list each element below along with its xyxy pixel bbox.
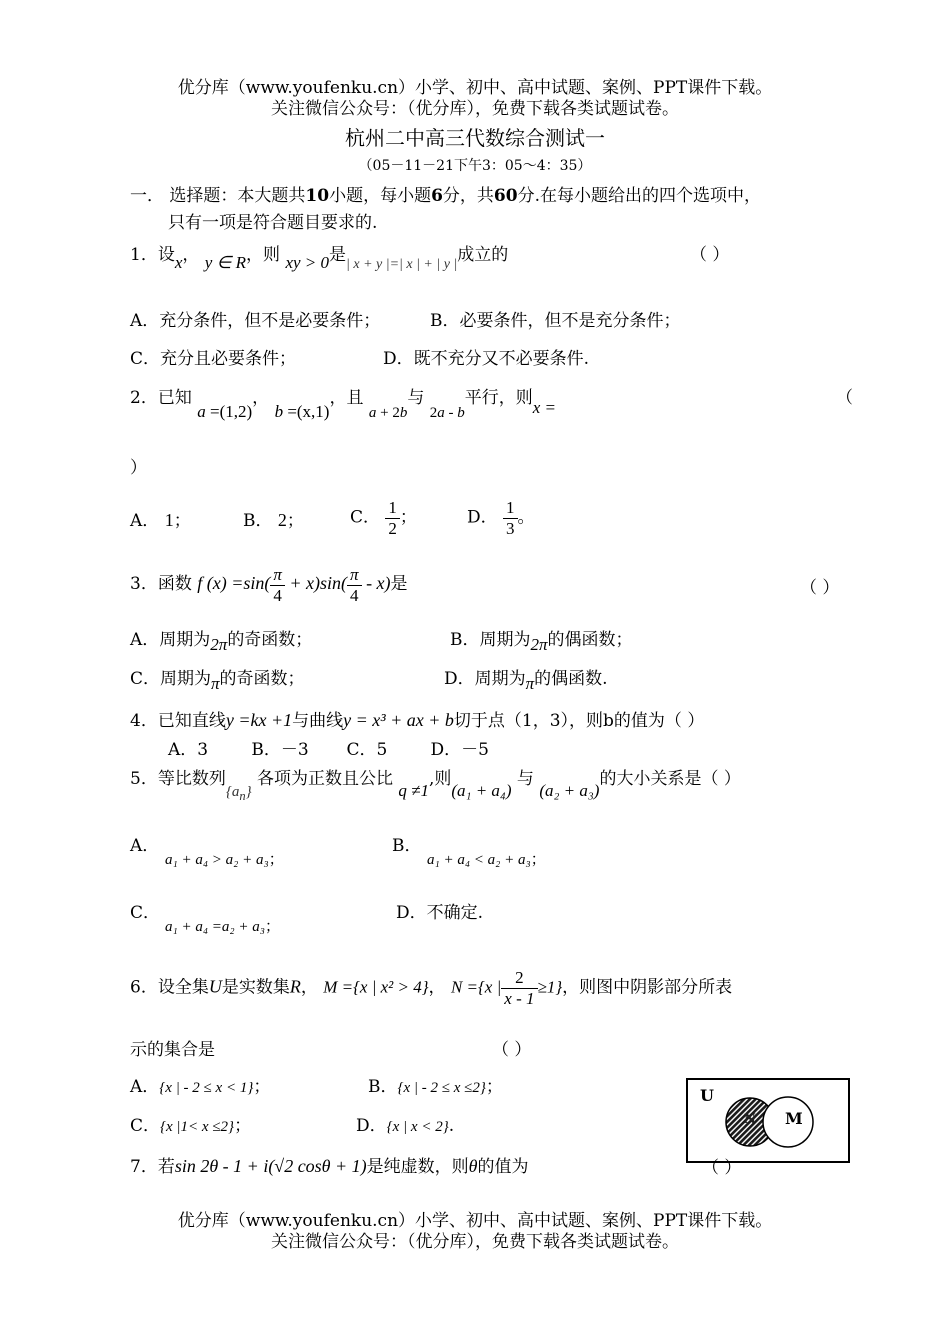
q3-option-b-post: 的偶函数； [547, 630, 633, 650]
q3-frac-1-num: π [270, 565, 285, 586]
q3-option-d-pre: D．周期为 [444, 669, 526, 689]
section-text-a: 选择题：本大题共 [169, 186, 306, 206]
q2-vec-b: b [274, 402, 284, 421]
footer-line-2: 关注微信公众号：（优分库），免费下载各类试题试卷。 [271, 1232, 679, 1252]
q3-option-d-post: 的偶函数. [534, 669, 608, 689]
q6-option-d [356, 1116, 454, 1136]
q1-cond: xy > 0 [285, 253, 329, 272]
question-1 [130, 245, 509, 272]
q6-m-def: M ={x | x² > 4} [323, 977, 429, 997]
q6-is-real: 是实数集 [221, 977, 290, 998]
q4-num: 4．已知直线 [130, 711, 226, 731]
q6-n-post: ≥1} [537, 977, 563, 997]
q2-parallel: 平行，则 [464, 388, 533, 408]
q1-option-c: C．充分且必要条件； [130, 349, 297, 369]
q5-option-c-expr: a₁ + a₄ =a₂ + a₃ [165, 919, 265, 935]
q6-n-frac [501, 968, 537, 1008]
header-line-1: 优分库（www.youfenku.cn）小学、初中、高中试题、案例、PPT课件下载。 [177, 78, 773, 98]
q5-option-b-expr: a₁ + a₄ < a₂ + a₃ [427, 852, 531, 868]
venn-circles [688, 1080, 848, 1161]
q5-e2: (a₂ + a₃) [539, 781, 600, 800]
q6-option-b-semi: ； [485, 1077, 503, 1097]
q3-option-a-period: 2π [210, 635, 228, 654]
q3-f: f (x) =sin( [197, 573, 271, 594]
q2-e1-a: a [368, 405, 377, 421]
q6-option-a-semi: ； [253, 1077, 271, 1097]
q2-vec-b-val: =(x,1) [283, 402, 330, 421]
question-3 [130, 565, 408, 605]
section-line-2: 只有一项是符合题目要求的. [168, 213, 378, 233]
q5-option-c-semi: ； [264, 917, 280, 935]
q3-option-c-post: 的奇函数； [219, 669, 305, 689]
q2-option-c-label: C． [350, 507, 381, 528]
q6-u: U [208, 976, 222, 997]
q4-line-eq: y =kx +1 [225, 710, 293, 730]
q3-option-a [130, 630, 313, 654]
q2-expr-1 [369, 405, 407, 421]
q2-e2-a: a [437, 405, 445, 421]
q7-num: 7．若 [130, 1157, 175, 1177]
q5-option-c [165, 917, 280, 936]
q3-is: 是 [390, 574, 408, 595]
q2-option-b-value: 2 [277, 510, 287, 530]
q6-num: 6．设全集 [130, 977, 209, 998]
q2-option-c-den: 2 [388, 518, 397, 538]
q5-seq-open: {a [225, 784, 240, 800]
q3-option-b-period: 2π [530, 635, 548, 654]
q5-then: ,则 [428, 769, 452, 789]
q1-expr: | x + y |=| x | + | y | [346, 257, 458, 272]
q3-option-d-period: π [525, 674, 535, 693]
q2-expr-2 [430, 405, 465, 421]
section-n3: 60 [493, 186, 518, 206]
q3-option-a-post: 的奇函数； [227, 630, 313, 650]
q2-and: ，且 [329, 388, 364, 408]
q3-frac-1-den: 4 [273, 585, 282, 605]
venn-label-n: N [744, 1112, 756, 1127]
q5-rest: 的大小关系是（ ） [599, 769, 741, 789]
q2-option-d-fraction [503, 498, 518, 538]
q5-with: 与 [516, 769, 534, 789]
q6-option-b-label: B． [368, 1077, 398, 1097]
section-n1: 10 [305, 186, 330, 206]
q4-options: A．3 B．－3 C．5 D．－5 [168, 740, 489, 760]
q1-option-d: D．既不充分又不必要条件. [383, 349, 590, 369]
q6-option-b-expr: {x | - 2 ≤ x ≤2} [397, 1080, 486, 1096]
q6-n-den: x - 1 [504, 988, 535, 1008]
q6-n-num: 2 [501, 968, 537, 989]
page-subtitle: （05－11－21下午3：05～4：35） [358, 158, 592, 174]
q5-seq [225, 784, 252, 803]
q2-option-a-value: 1 [164, 510, 174, 530]
q6-option-d-label: D． [356, 1116, 387, 1136]
q5-option-b [427, 850, 546, 869]
q2-option-d-period: 。 [517, 507, 535, 528]
q5-seq-sub: n [239, 789, 246, 803]
q5-num: 5．等比数列 [130, 769, 226, 789]
q7-theta: θ [468, 1156, 478, 1176]
q3-bracket: （ ） [800, 578, 840, 598]
question-4 [130, 710, 704, 732]
q2-option-b [243, 510, 304, 532]
q5-option-a [165, 850, 284, 869]
question-7 [130, 1156, 529, 1178]
q6-option-a-label: A． [130, 1077, 160, 1097]
q7-mid: 是纯虚数，则 [366, 1157, 469, 1177]
q5-e1: (a₁ + a₄) [451, 781, 512, 800]
q6-comma-2: ， [428, 977, 446, 998]
q6-option-c-label: C． [130, 1116, 161, 1136]
q2-bracket-open: （ [836, 388, 853, 408]
q6-rest: ，则图中阴影部分所表 [562, 977, 733, 998]
q6-option-d-expr: {x | x < 2} [386, 1119, 449, 1135]
q2-vec-a-expr [197, 402, 252, 421]
q6-option-b [368, 1077, 503, 1097]
q5-option-b-label: B． [392, 836, 422, 856]
q2-num: 2．已知 [130, 388, 192, 408]
q2-option-c [350, 498, 417, 538]
question-2 [130, 388, 557, 421]
q1-then: ，则 [246, 245, 281, 265]
q2-e2-minus: - [444, 405, 458, 421]
question-5 [130, 769, 741, 803]
section-text-d: 分.在每小题给出的四个选项中， [517, 186, 761, 206]
q2-option-c-num: 1 [385, 498, 400, 519]
q4-mid: 与曲线 [292, 711, 344, 731]
q2-vec-a: a [197, 402, 206, 421]
q3-option-b [450, 630, 633, 654]
q2-option-a-semi: ； [173, 511, 191, 531]
page-title: 杭州二中高三代数综合测试一 [345, 126, 605, 150]
q6-bracket: （ ） [492, 1040, 532, 1060]
q2-vec-a-val: =(1,2) [205, 402, 253, 421]
q1-num: 1．设 [130, 245, 175, 265]
q6-option-c [130, 1116, 251, 1136]
q1-suffix: 成立的 [457, 245, 509, 265]
q3-option-b-pre: B．周期为 [450, 630, 531, 650]
q2-e1-plus: + 2 [376, 405, 400, 421]
q6-comma-1: ， [300, 977, 318, 998]
q2-comma: ， [252, 388, 270, 408]
q4-curve: y = x³ + ax + b [343, 710, 454, 730]
q3-frac-2-den: 4 [350, 585, 359, 605]
q2-e1-b: b [399, 405, 408, 421]
q2-x-eq: x = [532, 398, 557, 417]
q3-formula [197, 565, 391, 605]
footer-line-1: 优分库（www.youfenku.cn）小学、初中、高中试题、案例、PPT课件下载。 [177, 1211, 773, 1231]
q5-q: q ≠1 [398, 781, 429, 800]
q5-mid: 各项为正数且公比 [256, 769, 393, 789]
q6-n-pre: N ={x | [450, 977, 502, 997]
q2-with: 与 [407, 388, 425, 408]
q5-seq-close: } [245, 784, 252, 800]
q1-option-a: A．充分条件，但不是必要条件； [130, 311, 381, 331]
q5-option-a-label: A． [130, 836, 160, 856]
section-n2: 6 [431, 186, 443, 206]
q5-option-d: D．不确定. [396, 903, 484, 923]
venn-diagram [686, 1078, 850, 1163]
q3-option-d [444, 669, 608, 693]
q3-frac-2 [347, 565, 362, 605]
q6-option-d-period: . [448, 1116, 455, 1136]
q2-option-d-num: 1 [503, 498, 518, 519]
q3-frac-1 [270, 565, 285, 605]
q5-option-a-expr: a₁ + a₄ > a₂ + a₃ [165, 852, 269, 868]
q1-is: 是 [329, 245, 346, 265]
q2-bracket-close: ） [130, 458, 147, 478]
q1-bracket: （ ） [690, 245, 730, 265]
section-text-b: 小题，每小题 [329, 186, 432, 206]
q2-e2-coef: 2 [429, 405, 438, 421]
q2-vec-b-expr [275, 402, 330, 421]
q3-num: 3．函数 [130, 574, 192, 595]
q6-option-a [130, 1077, 270, 1097]
q6-line-2: 示的集合是 [130, 1040, 215, 1060]
section-heading [130, 186, 761, 206]
q6-option-a-expr: {x | - 2 ≤ x < 1} [159, 1080, 254, 1096]
q3-frac-2-num: π [347, 565, 362, 586]
q6-option-c-semi: ； [234, 1116, 252, 1136]
q3-option-c-period: π [211, 674, 220, 693]
q2-option-d-label: D． [467, 507, 498, 528]
q5-option-b-semi: ； [530, 850, 546, 868]
q3-mid: + x)sin( [284, 573, 348, 594]
q7-expr: sin 2θ - 1 + i(√2 cosθ + 1) [174, 1156, 367, 1176]
section-text-c: 分，共 [442, 186, 494, 206]
q1-option-b: B．必要条件，但不是充分条件； [430, 311, 681, 331]
q7-rest: 的值为 [477, 1157, 529, 1177]
q6-r: R [289, 976, 301, 997]
venn-label-u: U [700, 1086, 714, 1105]
q3-option-a-pre: A．周期为 [130, 630, 211, 650]
q2-option-c-semi: ； [399, 507, 417, 528]
question-6 [130, 968, 732, 1008]
q2-option-d-den: 3 [506, 518, 515, 538]
header-line-2: 关注微信公众号：（优分库），免费下载各类试题试卷。 [271, 99, 679, 119]
q1-var-x: x [174, 253, 183, 272]
q2-e2-b: b [457, 405, 465, 421]
q2-option-a-label: A． [130, 511, 160, 531]
q3-option-c [130, 669, 305, 693]
q5-option-a-semi: ； [268, 850, 284, 868]
q2-option-c-fraction [385, 498, 400, 538]
q3-end: - x) [361, 573, 391, 594]
q5-option-c-label: C． [130, 903, 161, 923]
q1-y-in-r: y ∈ R [204, 253, 247, 272]
q3-option-c-pre: C．周期为 [130, 669, 212, 689]
q7-bracket: （ ） [702, 1158, 742, 1178]
q2-option-d [467, 498, 535, 538]
q2-option-a [130, 510, 191, 532]
venn-label-m: M [785, 1109, 803, 1128]
q4-rest: 切于点（1，3），则b的值为（ ） [453, 711, 705, 731]
q2-option-b-semi: ； [286, 511, 304, 531]
q6-option-c-expr: {x |1< x ≤2} [160, 1119, 235, 1135]
q2-option-b-label: B． [243, 511, 273, 531]
section-number: 一． [130, 186, 164, 206]
q1-sep: ， [182, 245, 200, 265]
